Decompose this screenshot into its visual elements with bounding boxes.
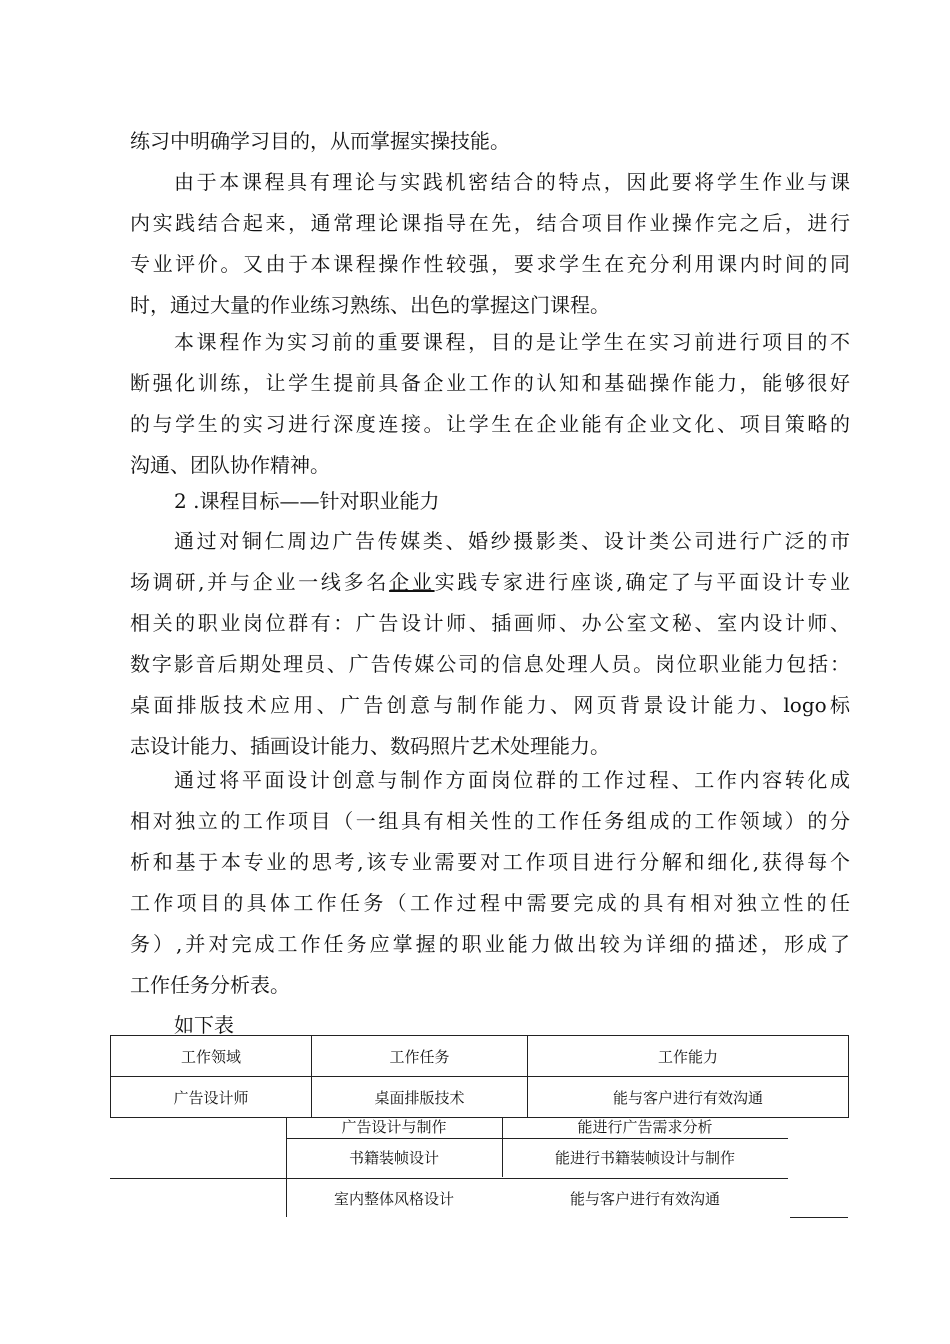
table-cell: 广告设计与制作 bbox=[341, 1118, 447, 1136]
table-cell: 书籍装帧设计 bbox=[348, 1149, 439, 1167]
underlined-text: 企业 bbox=[389, 570, 435, 594]
table-border bbox=[790, 1217, 848, 1218]
header-cell: 工作任务 bbox=[312, 1036, 528, 1077]
text-line bbox=[130, 562, 850, 603]
table-caption: 如下表 bbox=[174, 1013, 234, 1037]
paragraph-task-analysis bbox=[130, 760, 850, 1006]
section-heading bbox=[130, 481, 850, 522]
paragraph-continuation bbox=[130, 121, 850, 162]
text-line: 本课程作为实习前的重要课程，目的是让学生在实习前进行项目的不 bbox=[174, 330, 850, 354]
heading-text: 2 .课程目标——针对职业能力 bbox=[174, 489, 440, 513]
text-line: 工作任务分析表。 bbox=[130, 973, 290, 997]
table-cell: 桌面排版技术 bbox=[312, 1077, 528, 1118]
text-line: 数字影音后期处理员、广告传媒公司的信息处理人员。岗位职业能力包括： bbox=[130, 652, 850, 676]
text-line: 时，通过大量的作业练习熟练、出色的掌握这门课程。 bbox=[130, 293, 610, 317]
text-fragment: 实践专家进行座谈,确定了与平面设计专业 bbox=[434, 570, 851, 594]
text-line: 析和基于本专业的思考,该专业需要对工作项目进行分解和细化,获得每个 bbox=[130, 850, 850, 874]
table-cell: 能进行广告需求分析 bbox=[577, 1118, 713, 1136]
text-line: 相关的职业岗位群有：广告设计师、插画师、办公室文秘、室内设计师、 bbox=[130, 611, 850, 635]
text-line: 的与学生的实习进行深度连接。让学生在企业能有企业文化、项目策略的 bbox=[130, 412, 850, 436]
header-cell: 工作领域 bbox=[111, 1036, 312, 1077]
text-line: 练习中明确学习目的，从而掌握实操技能。 bbox=[130, 129, 510, 153]
table-row bbox=[111, 1077, 849, 1118]
header-cell: 工作能力 bbox=[528, 1036, 849, 1077]
table-cell: 能进行书籍装帧设计与制作 bbox=[554, 1149, 735, 1167]
text-line: 工作项目的具体工作任务（工作过程中需要完成的具有相对独立性的任 bbox=[130, 891, 850, 915]
text-line: 专业评价。又由于本课程操作性较强，要求学生在充分利用课内时间的同 bbox=[130, 252, 850, 276]
text-line: 桌面排版技术应用、广告创意与制作能力、网页背景设计能力、logo标 bbox=[130, 693, 850, 717]
text-line: 沟通、团队协作精神。 bbox=[130, 453, 330, 477]
paragraph-course-nature bbox=[130, 162, 850, 326]
table-header-row bbox=[111, 1036, 849, 1077]
text-line: 通过将平面设计创意与制作方面岗位群的工作过程、工作内容转化成 bbox=[174, 768, 850, 792]
text-line: 务）,并对完成工作任务应掌握的职业能力做出较为详细的描述，形成了 bbox=[130, 932, 850, 956]
text-line: 相对独立的工作项目（一组具有相关性的工作任务组成的工作领域）的分 bbox=[130, 809, 850, 833]
table-cell: 能与客户进行有效沟通 bbox=[569, 1190, 720, 1208]
table-cell: 室内整体风格设计 bbox=[333, 1190, 454, 1208]
paragraph-course-importance bbox=[130, 322, 850, 486]
paragraph-market-research bbox=[130, 521, 850, 767]
task-analysis-table bbox=[110, 1035, 849, 1118]
table-cell: 广告设计师 bbox=[111, 1077, 312, 1118]
text-line: 通过对铜仁周边广告传媒类、婚纱摄影类、设计类公司进行广泛的市 bbox=[174, 529, 850, 553]
text-line: 断强化训练，让学生提前具备企业工作的认知和基础操作能力，能够很好 bbox=[130, 371, 850, 395]
text-line: 内实践结合起来，通常理论课指导在先，结合项目作业操作完之后，进行 bbox=[130, 211, 850, 235]
table-cell: 能与客户进行有效沟通 bbox=[528, 1077, 849, 1118]
text-line: 志设计能力、插画设计能力、数码照片艺术处理能力。 bbox=[130, 734, 610, 758]
text-fragment: 场调研,并与企业一线多名 bbox=[130, 570, 390, 594]
text-line: 由于本课程具有理论与实践机密结合的特点，因此要将学生作业与课 bbox=[174, 170, 850, 194]
